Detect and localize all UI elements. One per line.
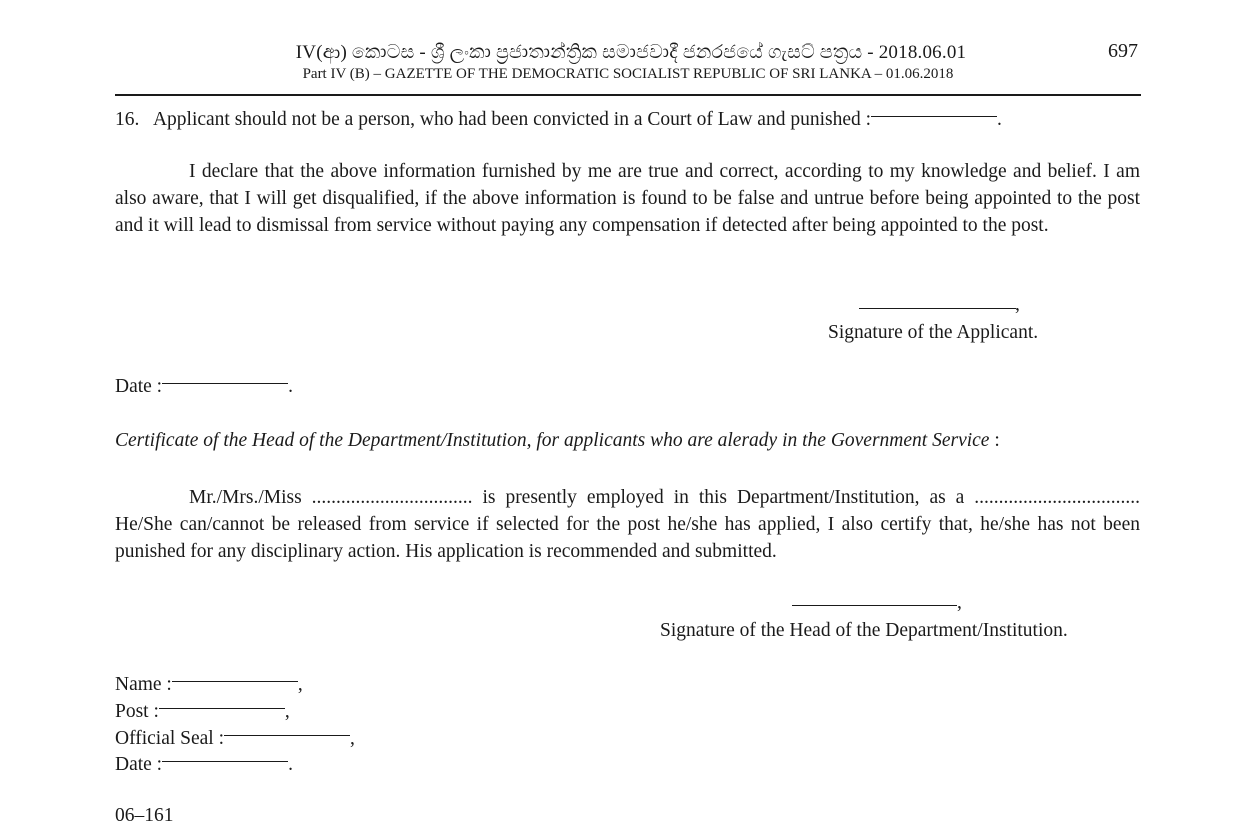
certificate-body [115, 484, 1140, 565]
applicant-signature-line [859, 308, 1016, 309]
certificate-heading-text: Certificate of the Head of the Department/Institution, for applicants who are alerady in the Government Service [115, 430, 990, 451]
gazette-header-english: Part IV (B) – GAZETTE OF THE DEMOCRATIC SOCIALIST REPUBLIC OF SRI LANKA – 01.06.2018 [302, 66, 954, 82]
official-seal-field [115, 728, 355, 750]
header-rule [115, 94, 1141, 96]
item-16-end: . [997, 109, 1002, 130]
reference-code: 06–161 [115, 805, 174, 826]
name-blank-line [172, 681, 298, 682]
item-16-text: Applicant should not be a person, who had been convicted in a Court of Law and punished : [152, 109, 872, 130]
certificate-heading [115, 430, 1000, 452]
official-seal-end: , [350, 728, 355, 749]
date-field [115, 376, 293, 398]
gazette-header-sinhala: IV(ආ) කොටස - ශ්‍රී ලංකා ප්‍රජාතාන්ත්‍රික සමාජවාදී ජනරජයේ ගැසට් පත්‍රය - 2018.06.01 [295, 42, 967, 63]
name-end: , [297, 674, 303, 695]
footer-date-label: Date : [115, 754, 163, 775]
certificate-body-first: Mr./Mrs./Miss ................................. is presently employed in this Department/Institution, as a .................................. [189, 487, 1140, 508]
page-number: 697 [1108, 40, 1138, 62]
post-end: , [284, 701, 290, 722]
item-16-blank-line [871, 116, 997, 117]
footer-date-field [115, 754, 293, 776]
head-signature-comma: , [957, 592, 962, 613]
head-signature-line [792, 605, 957, 606]
name-label: Name : [115, 674, 172, 695]
date-end: . [288, 376, 293, 397]
declaration-rest: I am also aware, that I will get disqualified, if the above information is found to be false and untrue before being appointed to the post and it will lead to dismissal from service without paying any compensation if detected after being appointed to the post. [115, 161, 1140, 236]
date-blank-line [162, 383, 288, 384]
date-label: Date : [115, 376, 163, 397]
applicant-signature-label: Signature of the Applicant. [828, 322, 1039, 343]
declaration-first-line: I declare that the above information furnished by me are true and correct, according to my knowledge and belief. [189, 161, 1097, 182]
head-signature-label: Signature of the Head of the Department/Institution. [660, 620, 1068, 641]
item-16 [115, 109, 1002, 131]
footer-date-end: . [288, 754, 293, 775]
item-16-number: 16. [115, 109, 140, 130]
post-blank-line [159, 708, 285, 709]
applicant-signature-comma: , [1015, 294, 1020, 315]
official-seal-blank-line [224, 735, 350, 736]
footer-date-blank-line [162, 761, 288, 762]
certificate-heading-colon: : [989, 430, 1000, 451]
declaration-paragraph [115, 158, 1140, 239]
name-field [115, 674, 303, 696]
post-field [115, 701, 290, 723]
certificate-body-rest: He/She can/cannot be released from service if selected for the post he/she has applied, I also certify that, he/she has not been punished for any disciplinary action. His application is recommended and submitted. [115, 514, 1140, 562]
post-label: Post : [115, 701, 159, 722]
official-seal-label: Official Seal : [115, 728, 225, 749]
